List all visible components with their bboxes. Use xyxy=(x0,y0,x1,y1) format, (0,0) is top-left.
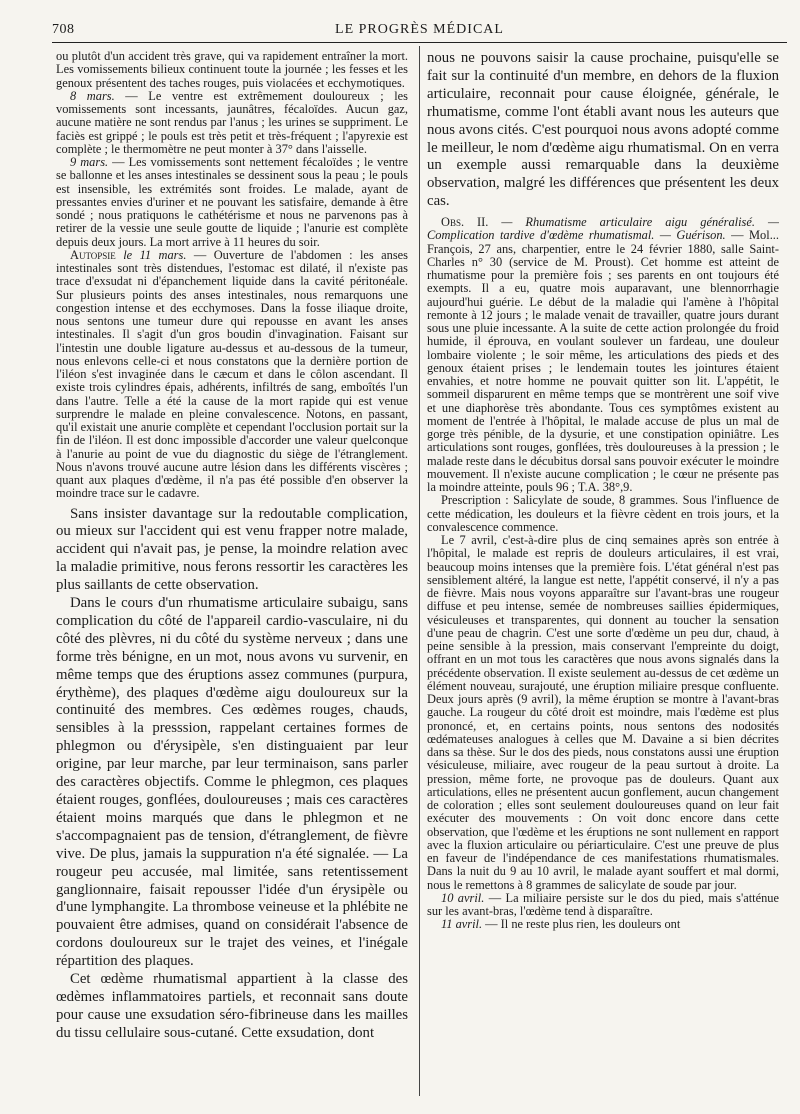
page-header xyxy=(52,20,787,43)
case-entry-11-avril: 11 avril. — Il ne reste plus rien, les douleurs ont xyxy=(441,917,681,932)
case-paragraph: Le 7 avril, c'est-à-dire plus de cinq semaines après son entrée à l'hôpital, le malade est repris de douleurs articulaires, il est vrai, beaucoup moins intenses que la première fois. L'état général n'est pas sensiblement altéré, la langue est nette, l'appétit conservé, il n'y a pas de fièvre. Mais nous voyons apparaître sur l'avant-bras une rougeur diffuse et peu intense, semée de nombreuses saillies épidermiques, vésiculeuses et transparentes, qui donnent au toucher la sensation d'une peau de chagrin. C'est une sorte d'œdème un peu dur, chaud, à peine sensible à la pression, mais conservant l'empreinte du doigt, offrant en un mot tous les caractères que nous avons signalés dans la précédente observation. Il existe seulement au-dessus de cet œdème un élément nouveau, surajouté, une éruption miliaire presque confluente. Deux jours après (9 avril), la même éruption se montre à l'avant-bras gauche. La rougeur du côté droit est moindre, mais l'œdème est plus prononcé, et, en certains points, nous sentons des nodosités œdémateuses analogues à celles que M. Davaine a si bien décrites dans sa thèse. Sur le dos des pieds, nous constatons aussi une éruption vésiculeuse, miliaire, avec rougeur de la peau surtout à droite. La pression, même forte, ne provoque pas de douleurs. Quant aux articulations, elles ne présentent aucun gonflement, aucun changement de coloration ; elles sont seulement douloureuses quand on leur fait exécuter des mouvements : On voit donc encore dans cette observation, que l'œdème et les éruptions ne sont nullement en rapport avec la fluxion articulaire ou périarticulaire. C'est une preuve de plus en faveur de l'indépendance de ces manifestations rhumatismales. Dans la nuit du 9 au 10 avril, le malade ayant souffert et mal dormi, nous le remettons à 8 grammes de salicylate de soude par jour. xyxy=(427,533,779,892)
case-paragraph: ou plutôt d'un accident très grave, qui va rapidement entraîner la mort. Les vomissements bilieux continuent toute la journée ; les fesses et les genoux présentent des taches rouges, puis violacées et ecchymotiques. xyxy=(56,50,408,90)
column-divider xyxy=(419,46,420,1096)
journal-title: LE PROGRÈS MÉDICAL xyxy=(335,22,504,37)
observation-heading: Obs. II. — Rhumatisme articulaire aigu généralisé. — Complication tardive d'œdème rhumatismal. — Guérison. — Mol... François, 27 ans, charpentier, entre le 24 février 1880, salle Saint-Charles n° 30 (service de M. Proust). Cet homme est atteint de rhumatisme pour la première fois ; ses parents en ont toujours été exempts. Il a eu, quatre mois auparavant, une blennorrhagie aujourd'hui guérie. Le début de la maladie qui l'amène à l'hôpital remonte à 12 jours ; le malade venait de travailler, quatre jours durant sous une pluie incessante. A la suite de cette action prolongée du froid humide, il éprouva, en voulant soulever un fardeau, une douleur lombaire violente ; le soir même, les articulations des pieds et des genoux étaient prises ; le lendemain toutes les jointures étaient envahies, et notre homme ne pouvait quitter son lit. L'appétit, le sommeil disparurent en même temps que se montrèrent une soif vive et une diaphorèse très abondante. Tous ces symptômes existent au moment de l'entrée à l'hôpital, le malade accuse de plus un mal de gorge très pénible, de la dysurie, et une constipation opiniâtre. Les articulations sont rouges, gonflées, très douloureuses à la pression ; le malade reste dans le décubitus dorsal sans pouvoir exécuter le moindre mouvement. Il n'existe aucune complication ; le cœur ne présente pas la moindre atteinte, pouls 96 ; T.A. 38°,9. xyxy=(427,215,779,495)
body-paragraph: nous ne pouvons saisir la cause prochaine, puisqu'elle se fait sur la continuité d'un membre, en dehors de la fluxion articulaire, reconnait pour cause éloignée, générale, le rhumatisme, comme l'ont établi avant nous les auteurs que nous avons cités. C'est pourquoi nous avons adopté comme le meilleur, le nom d'œdème aigu rhumatismal. On en verra un exemple aussi remarquable dans la deuxième observation, malgré les différences que présentent les deux cas. xyxy=(427,50,779,210)
left-column xyxy=(56,50,408,1100)
body-paragraph: Cet œdème rhumatismal appartient à la classe des œdèmes inflammatoires partiels, et reconnait sans doute pour cause une exsudation séro-fibrineuse dans les mailles du tissu cellulaire sous-cutané. Cette exsudation, dont xyxy=(56,971,408,1041)
case-paragraph: Prescription : Salicylate de soude, 8 grammes. Sous l'influence de cette médication, les douleurs et la fièvre cèdent en trois jours, et la convalescence commence. xyxy=(427,493,779,534)
page-number: 708 xyxy=(52,22,75,37)
right-column xyxy=(427,50,779,1100)
body-paragraph: Dans le cours d'un rhumatisme articulaire subaigu, sans complication du côté de l'appareil cardio-vasculaire, ni du côté des plèvres, ni du côté du système nerveux ; dans une forme très bénigne, en un mot, nous avons vu survenir, en même temps que des éruptions assez communes (purpura, érythème), des plaques d'œdème aigu douloureux sur la continuité des membres. Ces œdèmes rouges, chauds, sensibles à la presssion, rappelant certaines formes de phlegmon ou d'érysipèle, s'en distinguaient par leur origine, par leur marche, par leur terminaison, sans parler des caractères objectifs. Comme le phlegmon, ces plaques étaient rouges, gonflées, douloureuses ; mais ces caractères étaient moins marqués que dans le phlegmon et ne s'accompagnaient pas de tension, d'étranglement, de fièvre vive. De plus, jamais la suppuration n'a été signalée. — La rougeur peu accusée, mal limitée, sans retentissement ganglionnaire, faisait repousser l'idée d'un érysipèle ou d'une lymphangite. La thrombose veineuse et la phlébite ne pouvaient être admises, quand on considérait l'absence de cordons douloureux sur le trajet des veines, et l'inégale répartition des plaques. xyxy=(56,595,408,970)
case-entry-9-mars: 9 mars. — Les vomissements sont nettement fécaloïdes ; le ventre se ballonne et les anses intestinales se dessinent sous la peau ; le pouls est insensible, les extrémités sont froides. Le malade, ayant de pressantes envies d'uriner et ne pouvant les satisfaire, demande à être sondé ; nous pratiquons le cathétérisme et nous ne parvenons pas à retirer de la vessie une seule goutte de liquide ; l'anurie est complète depuis deux jours. La mort arrive à 11 heures du soir. xyxy=(56,155,408,249)
case-entry-8-mars: 8 mars. — Le ventre est extrêmement douloureux ; les vomissements sont incessants, jaunâtres, fécaloïdes. Aucun gaz, aucune matière ne sont rendus par l'anus ; les urines se suppriment. Le faciès est grippé ; le pouls est très petit et très-fréquent ; l'apyrexie est complète ; le thermomètre ne peut monter à 37° dans l'aisselle. xyxy=(56,88,408,156)
case-entry-10-avril: 10 avril. — La miliaire persiste sur le dos du pied, mais s'atténue sur les avant-bras, l'œdème tend à disparaître. xyxy=(427,890,779,919)
autopsy-paragraph: Autopsie le 11 mars. — Ouverture de l'abdomen : les anses intestinales sont très distendues, l'estomac est dilaté, il n'existe pas trace d'exsudat ni d'épanchement liquide dans la cavité péritonéale. Sur plusieurs points des anses intestinales, nous remarquons une congestion intense et des ecchymoses. Dans la fosse iliaque droite, nous sentons une tumeur dure qui repousse en avant les anses intestinales. Il s'agit d'un gros boudin d'invagination. Faisant sur l'intestin une double ligature au-dessus et au-dessous de la tumeur, nous enlevons celle-ci et nous constatons que la dernière portion de l'iléon s'est invaginée dans le cæcum et dans le côlon ascendant. Il existe trois cylindres épais, adhérents, infiltrés de sang, emboîtés l'un dans l'autre. Telle a été la cause de la mort rapide qui est venue surprendre le malade en pleine convalescence. Notons, en passant, qu'il existait une anurie complète et cependant l'occlusion portait sur la fin de l'iléon. Il est donc impossible d'accorder une valeur quelconque à l'anurie au point de vue du diagnostic du siège de l'étranglement. Nous n'avons trouvé aucune autre lésion dans les différents viscères ; quant aux plaques d'œdème, il n'a pas été possible d'en observer la moindre trace sur le cadavre. xyxy=(56,247,408,501)
body-paragraph: Sans insister davantage sur la redoutable complication, ou mieux sur l'accident qui est venu frapper notre malade, accident qui n'avait pas, je pense, la moindre relation avec la maladie primitive, nous ferons ressortir les caractères les plus saillants de cette observation. xyxy=(56,505,408,594)
